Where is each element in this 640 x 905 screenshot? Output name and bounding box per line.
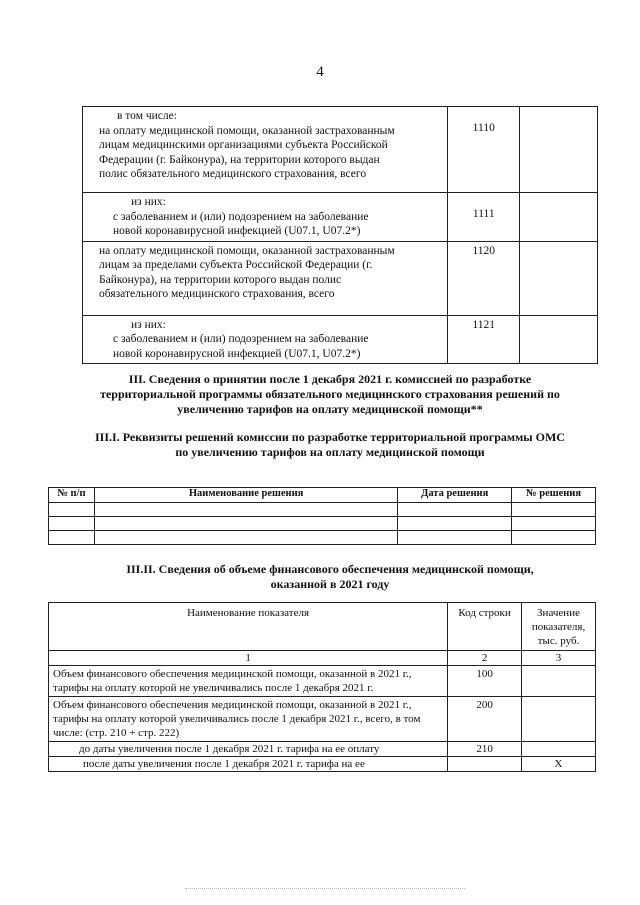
row-label	[83, 107, 448, 193]
section-3-2-title	[60, 562, 600, 592]
cell[interactable]	[49, 517, 95, 531]
text-line: Байконура), на территории которого выдан полис	[99, 273, 342, 286]
column-number: 3	[522, 651, 596, 666]
scan-artifact-line	[185, 888, 465, 889]
header-number: № п/п	[49, 488, 95, 503]
text-line: из них:	[131, 318, 166, 331]
row-value[interactable]	[520, 241, 598, 315]
row-label: до даты увеличения после 1 декабря 2021 г. тарифа на ее оплату	[49, 742, 448, 757]
column-number: 2	[448, 651, 522, 666]
text-line: обязательного медицинского страхования, всего	[99, 288, 335, 300]
cell[interactable]	[94, 517, 397, 531]
table-row	[49, 666, 596, 697]
cell[interactable]	[94, 503, 397, 517]
cell[interactable]	[398, 517, 512, 531]
header-line-code: Код строки	[448, 603, 522, 651]
table-row	[49, 531, 596, 545]
row-code: 1120	[448, 241, 520, 315]
title-line: территориальной программы обязательного медицинского страхования решений по	[100, 387, 560, 401]
table-column-numbers	[49, 651, 596, 666]
table-financing	[48, 602, 596, 772]
title-line: III.I. Реквизиты решений комиссии по разработке территориальной программы ОМС	[95, 430, 565, 444]
table-expenses	[82, 106, 598, 364]
title-line: III.II. Сведения об объеме финансового обеспечения медицинской помощи,	[126, 562, 534, 576]
table-header-row	[49, 603, 596, 651]
header-decision-name: Наименование решения	[94, 488, 397, 503]
title-line: III. Сведения о принятии после 1 декабря 2021 г. комиссией по разработке	[128, 372, 532, 386]
text-line: лицам за пределами субъекта Российской Федерации (г.	[99, 259, 373, 271]
row-code: 100	[448, 666, 522, 697]
text-line: с заболеванием и (или) подозрением на заболевание	[113, 333, 369, 345]
text-line: полис обязательного медицинского страхования, всего	[99, 168, 367, 180]
table-row	[49, 503, 596, 517]
cell[interactable]	[512, 503, 596, 517]
row-code: 1111	[448, 193, 520, 242]
row-label	[83, 241, 448, 315]
row-value[interactable]	[520, 193, 598, 242]
cell[interactable]	[512, 531, 596, 545]
section-3-1-title	[60, 430, 600, 460]
table-row	[49, 517, 596, 531]
header-indicator-value: Значение показателя, тыс. руб.	[522, 603, 596, 651]
header-decision-number: № решения	[512, 488, 596, 503]
text-line: лицам медицинскими организациями субъекта Российской	[99, 139, 388, 151]
table-decisions	[48, 487, 596, 545]
row-value[interactable]	[522, 742, 596, 757]
page-number: 4	[316, 64, 324, 80]
cell[interactable]	[512, 517, 596, 531]
row-value[interactable]	[520, 107, 598, 193]
header-indicator-name: Наименование показателя	[49, 603, 448, 651]
table-row	[83, 315, 598, 364]
row-label: Объем финансового обеспечения медицинской помощи, оказанной в 2021 г., тарифы на оплату которой увеличивались после 1 декабря 2021 г., всего, в том числе: (стр. 210 + стр. 222)	[49, 697, 448, 742]
text-line: в том числе:	[117, 110, 177, 122]
cell[interactable]	[49, 531, 95, 545]
cell[interactable]	[49, 503, 95, 517]
row-value[interactable]	[520, 315, 598, 364]
table-header-row	[49, 488, 596, 503]
row-label	[83, 193, 448, 242]
text-line: новой коронавирусной инфекцией (U07.1, U07.2*)	[113, 225, 361, 237]
row-label: после даты увеличения после 1 декабря 2021 г. тарифа на ее	[49, 757, 448, 772]
row-code: 210	[448, 742, 522, 757]
text-line: с заболеванием и (или) подозрением на заболевание	[113, 210, 369, 223]
title-line: по увеличению тарифов на оплату медицинской помощи	[175, 445, 485, 459]
text-line: на оплату медицинской помощи, оказанной застрахованным	[99, 124, 395, 137]
cell[interactable]	[398, 503, 512, 517]
table-row	[83, 193, 598, 242]
section-3-title	[60, 372, 600, 417]
text-line: Федерации (г. Байконура), на территории которого выдан	[99, 153, 380, 166]
table-row	[49, 697, 596, 742]
row-code: 200	[448, 697, 522, 742]
text-line: на оплату медицинской помощи, оказанной застрахованным	[99, 244, 395, 257]
row-label: Объем финансового обеспечения медицинской помощи, оказанной в 2021 г., тарифы на оплату которой не увеличивались после 1 декабря 2021 г.	[49, 666, 448, 697]
title-line: оказанной в 2021 году	[270, 577, 390, 591]
table-row	[83, 107, 598, 193]
column-number: 1	[49, 651, 448, 666]
title-line: увеличению тарифов на оплату медицинской помощи**	[177, 402, 483, 416]
row-value[interactable]	[522, 666, 596, 697]
row-value[interactable]: X	[522, 757, 596, 772]
cell[interactable]	[94, 531, 397, 545]
table-row	[49, 757, 596, 772]
text-line: из них:	[131, 196, 166, 208]
row-label	[83, 315, 448, 364]
row-value[interactable]	[522, 697, 596, 742]
row-code: 1110	[448, 107, 520, 193]
row-code	[448, 757, 522, 772]
header-decision-date: Дата решения	[398, 488, 512, 503]
row-code: 1121	[448, 315, 520, 364]
table-row	[83, 241, 598, 315]
cell[interactable]	[398, 531, 512, 545]
table-row	[49, 742, 596, 757]
text-line: новой коронавирусной инфекцией (U07.1, U07.2*)	[113, 347, 361, 360]
